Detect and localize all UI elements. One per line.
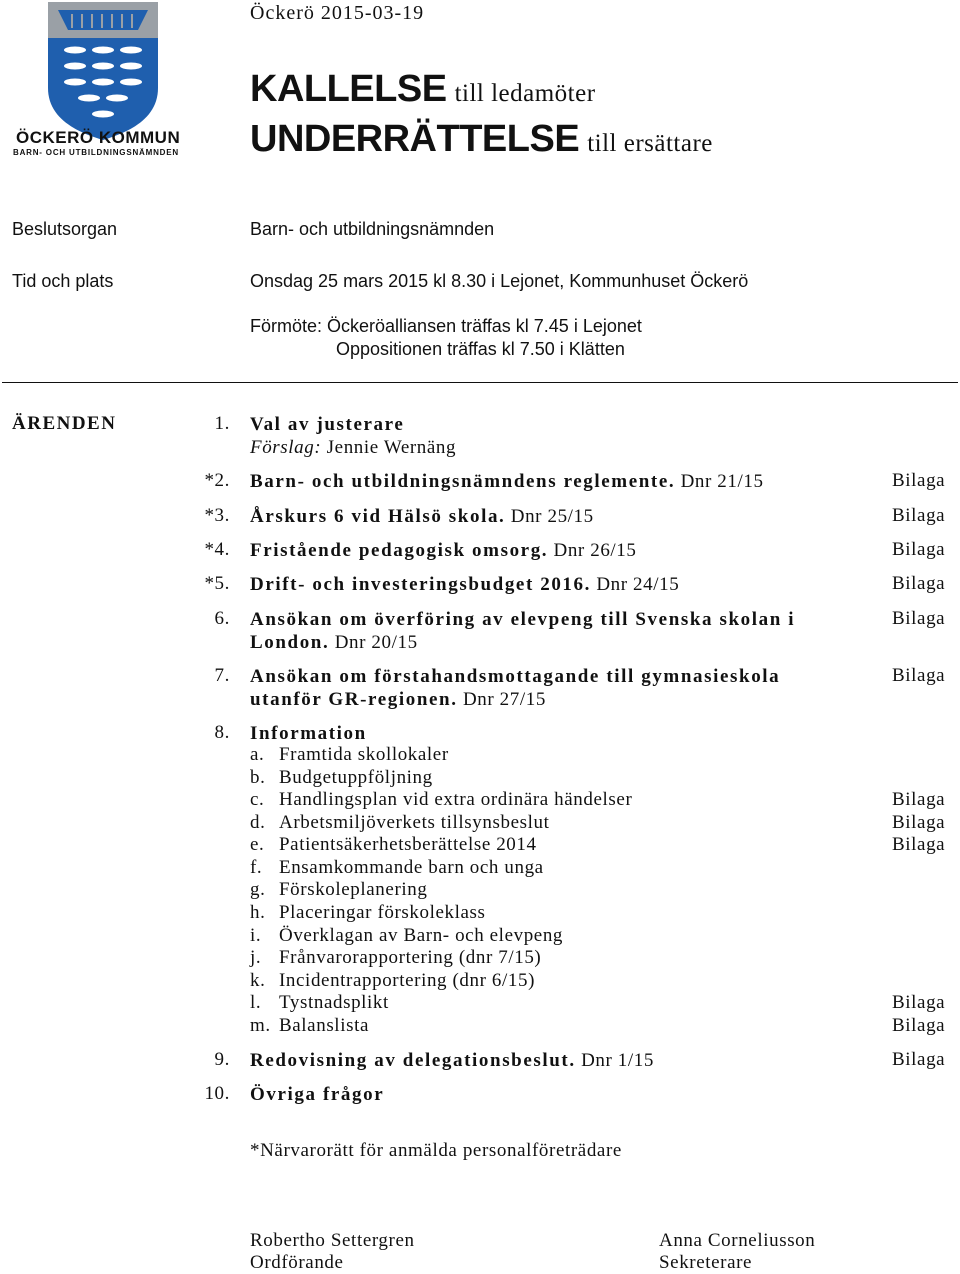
info-subitem [250, 789, 632, 811]
subitem-text: Incidentrapportering (dnr 6/15) [279, 970, 536, 991]
info-subitem [250, 857, 544, 879]
agenda-item [250, 505, 850, 528]
subitem-letter: g. [250, 879, 266, 900]
item-number: 7. [214, 665, 230, 686]
agenda-item [250, 1049, 850, 1072]
attachment-label: Bilaga [892, 834, 946, 855]
item-number: 10. [204, 1083, 230, 1104]
subitem-text: Arbetsmiljöverkets tillsynsbeslut [279, 812, 550, 833]
attachment-label: Bilaga [892, 812, 946, 833]
subitem-text: Placeringar förskoleklass [279, 902, 486, 923]
organ-label: Beslutsorgan [12, 219, 118, 239]
item-number: 8. [214, 722, 230, 743]
attachment-label: Bilaga [892, 539, 946, 560]
subitem-letter: d. [250, 812, 266, 833]
agenda-item [250, 665, 840, 711]
item-dnr: Dnr 24/15 [596, 574, 680, 595]
subitem-text: Tystnadsplikt [279, 992, 389, 1013]
time-place-label: Tid och plats [12, 271, 114, 291]
signature-chair-name: Robertho Settergren [250, 1230, 415, 1251]
item-number: *2. [204, 470, 230, 491]
subitem-letter: f. [250, 857, 263, 878]
premeeting-line-1: Förmöte: Öckeröalliansen träffas kl 7.45 i Lejonet [250, 316, 642, 336]
subitem-letter: b. [250, 767, 266, 788]
item-number: 6. [214, 608, 230, 629]
agenda-item [250, 413, 850, 459]
info-subitem [250, 902, 486, 924]
agenda-item [250, 722, 850, 745]
logo-subtext: BARN- OCH UTBILDNINGSNÄMNDEN [13, 148, 179, 157]
subitem-text: Balanslista [279, 1015, 369, 1036]
agenda-item [250, 573, 850, 596]
subitem-text: Överklagan av Barn- och elevpeng [279, 925, 564, 946]
item-dnr: Dnr 27/15 [462, 689, 546, 710]
title-underrattelse: UNDERRÄTTELSE [250, 118, 580, 160]
subitem-text: Förskoleplanering [279, 879, 428, 900]
info-subitem [250, 970, 535, 992]
item-title: Fristående pedagogisk omsorg. [250, 540, 549, 561]
item-title: Val av justerare [250, 414, 405, 435]
title-kallelse-recipients: till ledamöter [454, 80, 596, 107]
subitem-text: Handlingsplan vid extra ordinära händelser [279, 789, 633, 810]
agenda-item [250, 539, 850, 562]
item-title: Ansökan om förstahandsmottagande till gymnasieskola utanför GR-regionen. [250, 666, 781, 710]
subitem-text: Budgetuppföljning [279, 767, 433, 788]
agenda-item [250, 608, 840, 654]
item-dnr: Dnr 1/15 [581, 1050, 654, 1071]
subitem-text: Patientsäkerhetsberättelse 2014 [279, 834, 537, 855]
attachment-label: Bilaga [892, 1049, 946, 1070]
subitem-letter: i. [250, 925, 262, 946]
proposal-label: Förslag: [250, 437, 322, 458]
municipality-logo [10, 0, 195, 162]
subitem-letter: k. [250, 970, 266, 991]
attachment-label: Bilaga [892, 665, 946, 686]
item-number: *4. [204, 539, 230, 560]
attachment-label: Bilaga [892, 992, 946, 1013]
subitem-letter: j. [250, 947, 262, 968]
item-number: *5. [204, 573, 230, 594]
organ-value: Barn- och utbildningsnämnden [250, 219, 495, 239]
footnote: *Närvarorätt för anmälda personalföreträdare [250, 1140, 622, 1161]
item-title: Barn- och utbildningsnämndens reglemente. [250, 471, 676, 492]
info-subitem [250, 925, 563, 947]
subitem-letter: e. [250, 834, 265, 855]
item-number: 1. [214, 413, 230, 434]
info-subitem [250, 744, 449, 766]
signature-chair-role: Ordförande [250, 1252, 344, 1273]
item-title: Ansökan om överföring av elevpeng till Svenska skolan i London. [250, 609, 796, 653]
time-place-value: Onsdag 25 mars 2015 kl 8.30 i Lejonet, Kommunhuset Öckerö [250, 271, 749, 291]
subitem-letter: c. [250, 789, 265, 810]
item-title: Redovisning av delegationsbeslut. [250, 1050, 576, 1071]
info-subitem [250, 1015, 369, 1037]
signature-secretary-name: Anna Corneliusson [659, 1230, 816, 1251]
info-subitem [250, 812, 549, 834]
info-subitem [250, 947, 541, 969]
item-dnr: Dnr 25/15 [510, 506, 594, 527]
document-date: Öckerö 2015-03-19 [250, 2, 425, 24]
attachment-label: Bilaga [892, 505, 946, 526]
title-line-2 [250, 118, 713, 161]
agenda-heading: ÄRENDEN [12, 413, 117, 434]
info-subitem [250, 992, 389, 1014]
premeeting-line-2: Oppositionen träffas kl 7.50 i Klätten [336, 339, 625, 359]
item-title: Drift- och investeringsbudget 2016. [250, 574, 591, 595]
info-subitem [250, 767, 433, 789]
item-dnr: Dnr 20/15 [334, 632, 418, 653]
info-subitem [250, 834, 537, 856]
info-subitem [250, 879, 427, 901]
signature-secretary-role: Sekreterare [659, 1252, 753, 1273]
item-dnr: Dnr 26/15 [553, 540, 637, 561]
subitem-text: Framtida skollokaler [279, 744, 449, 765]
item-title: Årskurs 6 vid Hälsö skola. [250, 506, 506, 527]
subitem-letter: h. [250, 902, 266, 923]
logo-text: ÖCKERÖ KOMMUN [16, 128, 181, 147]
subitem-letter: a. [250, 744, 265, 765]
subitem-letter: m. [250, 1015, 271, 1036]
subitem-letter: l. [250, 992, 262, 1013]
agenda-item [250, 1083, 850, 1106]
divider [2, 382, 958, 383]
title-underrattelse-recipients: till ersättare [587, 130, 713, 157]
title-kallelse: KALLELSE [250, 68, 447, 110]
attachment-label: Bilaga [892, 789, 946, 810]
subitem-text: Frånvarorapportering (dnr 7/15) [279, 947, 542, 968]
attachment-label: Bilaga [892, 470, 946, 491]
item-title: Övriga frågor [250, 1084, 385, 1105]
item-number: *3. [204, 505, 230, 526]
title-line-1 [250, 68, 596, 111]
proposal-value: Jennie Wernäng [326, 437, 457, 458]
attachment-label: Bilaga [892, 608, 946, 629]
item-title: Information [250, 723, 367, 744]
attachment-label: Bilaga [892, 573, 946, 594]
agenda-item [250, 470, 850, 493]
subitem-text: Ensamkommande barn och unga [279, 857, 544, 878]
attachment-label: Bilaga [892, 1015, 946, 1036]
item-number: 9. [214, 1049, 230, 1070]
item-dnr: Dnr 21/15 [680, 471, 764, 492]
